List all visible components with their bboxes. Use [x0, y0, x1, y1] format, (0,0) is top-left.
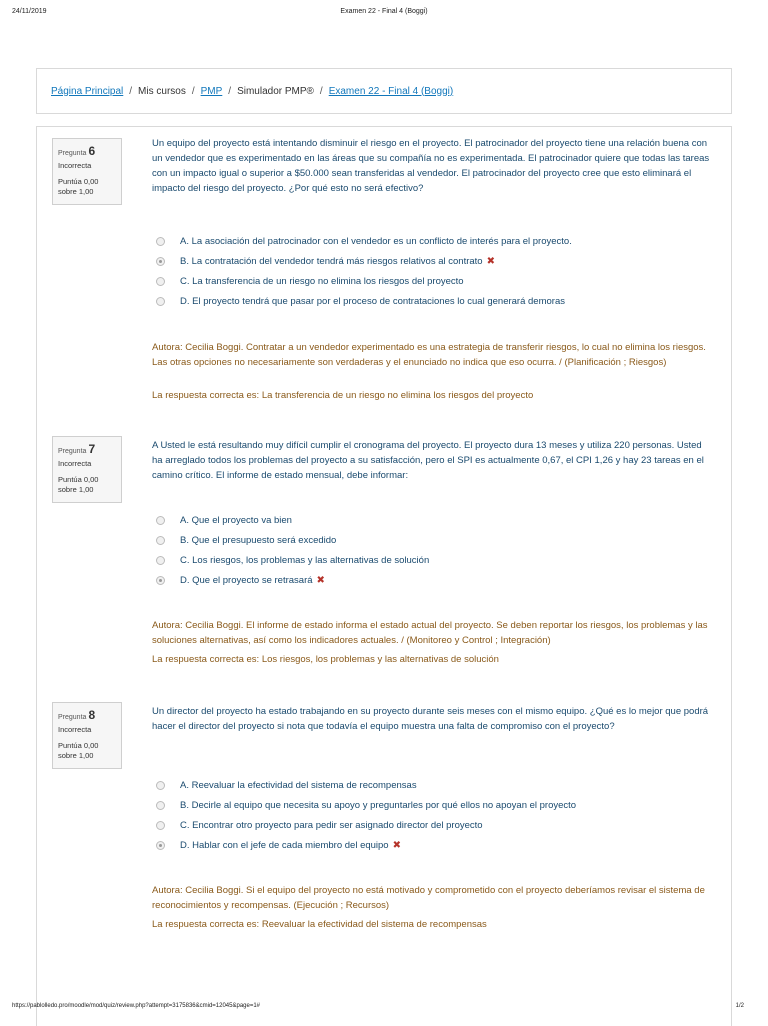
answer-list [156, 231, 572, 311]
print-url: https://pablolledo.pro/moodle/mod/quiz/review.php?attempt=3175836&cmid=12045&page=1# [12, 1003, 261, 1009]
question-state: Incorrecta [58, 459, 92, 469]
answer-text: C. Encontrar otro proyecto para pedir ser asignado director del proyecto [180, 819, 483, 831]
radio-icon[interactable] [156, 821, 165, 830]
answer-option-d[interactable] [156, 570, 429, 590]
answer-list [156, 775, 576, 855]
incorrect-x-icon: ✖ [392, 839, 401, 851]
print-title: Examen 22 - Final 4 (Boggi) [340, 8, 428, 15]
answer-option-b[interactable] [156, 795, 576, 815]
breadcrumb-separator: / [228, 85, 232, 97]
answer-option-b[interactable] [156, 530, 429, 550]
answer-text: A. La asociación del patrocinador con el vendedor es un conflicto de interés para el proyecto. [180, 235, 572, 247]
print-date: 24/11/2019 [12, 8, 47, 15]
question-7 [36, 424, 732, 674]
question-grade: Puntúa 0,00 [58, 741, 99, 751]
breadcrumb-separator: / [191, 85, 195, 97]
question-info [52, 138, 122, 205]
answer-option-d[interactable] [156, 291, 572, 311]
question-grade-max: sobre 1,00 [58, 751, 94, 761]
question-info [52, 436, 122, 503]
radio-checked-icon[interactable] [156, 257, 165, 266]
answer-option-c[interactable] [156, 271, 572, 291]
question-label: Pregunta [58, 448, 87, 455]
question-number: 6 [88, 144, 96, 158]
question-6 [36, 126, 732, 416]
radio-icon[interactable] [156, 516, 165, 525]
question-text: Un director del proyecto ha estado trabajando en su proyecto durante seis meses con el mismo equipo. ¿Qué es lo mejor que podrá hacer el director del proyecto si nota que todavía el equipo muestra una falta de compromiso con el proyecto? [152, 706, 709, 732]
radio-icon[interactable] [156, 801, 165, 810]
question-number: 8 [88, 708, 96, 722]
answer-option-c[interactable] [156, 815, 576, 835]
answer-option-b[interactable] [156, 251, 572, 271]
answer-option-c[interactable] [156, 550, 429, 570]
answer-text: A. Reevaluar la efectividad del sistema de recompensas [180, 779, 417, 791]
correct-answer: La respuesta correcta es: Reevaluar la efectividad del sistema de recompensas [152, 919, 487, 930]
radio-icon[interactable] [156, 781, 165, 790]
answer-text: A. Que el proyecto va bien [180, 514, 292, 526]
radio-icon[interactable] [156, 277, 165, 286]
answer-text: B. Que el presupuesto será excedido [180, 534, 337, 546]
question-label: Pregunta [58, 150, 87, 157]
breadcrumb-separator: / [319, 85, 323, 97]
answer-text: D. Hablar con el jefe de cada miembro del equipo [180, 839, 389, 851]
print-footer [0, 1003, 768, 1015]
answer-list [156, 510, 429, 590]
breadcrumb-simulator: Simulador PMP® [237, 85, 314, 97]
correct-answer: La respuesta correcta es: La transferencia de un riesgo no elimina los riesgos del proyecto [152, 390, 534, 401]
print-header [0, 8, 768, 20]
print-page-number: 1/2 [735, 1003, 744, 1009]
radio-checked-icon[interactable] [156, 576, 165, 585]
question-grade: Puntúa 0,00 [58, 475, 99, 485]
question-text: Un equipo del proyecto está intentando disminuir el riesgo en el proyecto. El patrocinador del proyecto tiene una relación buena con un vendedor que es experimentado en las áreas que su compañía no es experimentada. El patrocinador quiere que todas las tareas con un impacto igual o superior a $50.000 sean transferidas al vendedor. El patrocinador del proyecto cree que esto eliminará el impacto del riesgo del proyecto. ¿Por qué esto no será efectivo? [152, 138, 710, 194]
general-feedback: Autora: Cecilia Boggi. El informe de estado informa el estado actual del proyecto. Se deben reportar los riesgos, los problemas y las soluciones alternativas, así como los indicadores actuales. / (Monitoreo y Control ; Integración) [152, 620, 708, 646]
question-text: A Usted le está resultando muy difícil cumplir el cronograma del proyecto. El proyecto dura 13 meses y utiliza 220 personas. Usted ha arreglado todos los problemas del proyecto a su satisfacción, pero el SPI es actualmente 0,67, el CPI 1,26 y hay 23 tareas en el camino crítico. El informe de estado mensual, debe informar: [152, 440, 704, 481]
correct-answer: La respuesta correcta es: Los riesgos, los problemas y las alternativas de solución [152, 654, 499, 665]
question-grade-max: sobre 1,00 [58, 485, 94, 495]
question-state: Incorrecta [58, 161, 92, 171]
breadcrumb-exam-link[interactable]: Examen 22 - Final 4 (Boggi) [328, 85, 454, 97]
breadcrumb-separator: / [129, 85, 133, 97]
breadcrumb-mycourses: Mis cursos [138, 85, 186, 97]
radio-icon[interactable] [156, 536, 165, 545]
answer-text: D. Que el proyecto se retrasará [180, 574, 313, 586]
breadcrumb-home-link[interactable]: Página Principal [51, 85, 124, 97]
general-feedback: Autora: Cecilia Boggi. Contratar a un vendedor experimentado es una estrategia de transferir riesgos, lo cual no elimina los riesgos. Las otras opciones no necesariamente son verdaderas y el enunciado no indica que eso ocurra. / (Planificación ; Riesgos) [152, 342, 706, 368]
question-8 [36, 690, 732, 950]
answer-text: C. Los riesgos, los problemas y las alternativas de solución [180, 554, 430, 566]
question-grade: Puntúa 0,00 [58, 177, 99, 187]
answer-option-a[interactable] [156, 510, 429, 530]
question-state: Incorrecta [58, 725, 92, 735]
answer-text: B. Decirle al equipo que necesita su apoyo y preguntarles por qué ellos no apoyan el proyecto [180, 799, 577, 811]
radio-icon[interactable] [156, 297, 165, 306]
answer-option-a[interactable] [156, 775, 576, 795]
question-info [52, 702, 122, 769]
incorrect-x-icon: ✖ [486, 255, 495, 267]
radio-checked-icon[interactable] [156, 841, 165, 850]
answer-text: D. El proyecto tendrá que pasar por el proceso de contrataciones lo cual generará demoras [180, 295, 565, 307]
incorrect-x-icon: ✖ [316, 574, 325, 586]
breadcrumb-pmp-link[interactable]: PMP [200, 85, 223, 97]
general-feedback: Autora: Cecilia Boggi. Si el equipo del proyecto no está motivado y comprometido con el proyecto deberíamos revisar el sistema de reconocimientos y recompensas. (Ejecución ; Recursos) [152, 885, 705, 911]
answer-text: C. La transferencia de un riesgo no elimina los riesgos del proyecto [180, 275, 464, 287]
radio-icon[interactable] [156, 237, 165, 246]
question-label: Pregunta [58, 714, 87, 721]
radio-icon[interactable] [156, 556, 165, 565]
answer-option-d[interactable] [156, 835, 576, 855]
answer-text: B. La contratación del vendedor tendrá más riesgos relativos al contrato [180, 255, 483, 267]
answer-option-a[interactable] [156, 231, 572, 251]
question-grade-max: sobre 1,00 [58, 187, 94, 197]
breadcrumb [36, 68, 732, 114]
question-number: 7 [88, 442, 96, 456]
